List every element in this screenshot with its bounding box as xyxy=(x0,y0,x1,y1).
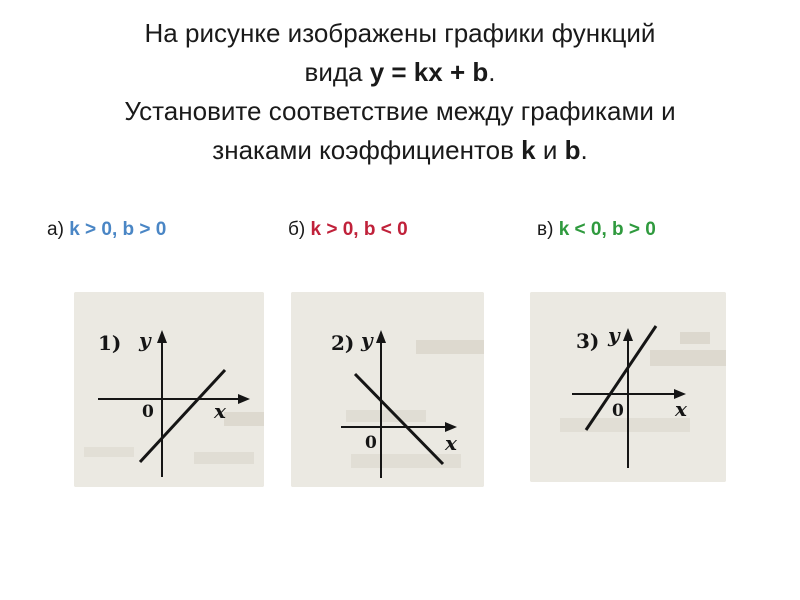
graph-3-svg xyxy=(530,292,726,482)
graph-3-number: 3) xyxy=(576,329,600,353)
task-title xyxy=(40,14,760,170)
title-line-2-prefix: вида xyxy=(304,57,370,87)
title-line-2 xyxy=(40,53,760,92)
title-line-4 xyxy=(40,131,760,170)
graph-2-y-label: y xyxy=(361,328,373,352)
option-c-condition: k < 0, b > 0 xyxy=(558,219,656,240)
graph-1 xyxy=(74,292,264,487)
title-line-4-prefix: знаками коэффициентов xyxy=(212,135,522,165)
coef-b: b xyxy=(564,135,581,165)
title-line-2-suffix: . xyxy=(488,57,496,87)
graph-3-y-label: y xyxy=(608,323,620,347)
option-c xyxy=(537,219,656,241)
option-b-condition: k > 0, b < 0 xyxy=(310,219,408,240)
graph-1-y-label: y xyxy=(139,328,151,352)
graph-3 xyxy=(530,292,726,482)
graph-2-background-noise xyxy=(291,292,484,487)
option-b-letter: б) xyxy=(288,219,311,240)
graph-1-origin-label: 0 xyxy=(142,402,154,422)
graph-2-x-label: x xyxy=(445,431,457,455)
option-b xyxy=(288,219,408,241)
graph-1-background-noise xyxy=(74,292,264,487)
option-a xyxy=(47,219,166,241)
title-and: и xyxy=(535,135,565,165)
graph-3-origin-label: 0 xyxy=(612,401,624,421)
coef-k: k xyxy=(521,135,536,165)
graph-2-svg xyxy=(291,292,484,487)
graph-2-origin-label: 0 xyxy=(365,433,377,453)
graph-1-number: 1) xyxy=(98,331,122,355)
graph-2 xyxy=(291,292,484,487)
graph-2-number: 2) xyxy=(331,331,355,355)
option-a-condition: k > 0, b > 0 xyxy=(69,219,167,240)
graph-3-x-label: x xyxy=(675,397,687,421)
graph-1-x-label: x xyxy=(214,399,226,423)
function-formula: y = kx + b xyxy=(369,57,489,87)
option-a-letter: а) xyxy=(47,219,70,240)
answer-options xyxy=(0,219,800,249)
title-line-4-suffix: . xyxy=(580,135,588,165)
title-line-1: На рисунке изображены графики функций xyxy=(144,18,656,48)
title-line-3: Установите соответствие между графиками и xyxy=(124,96,676,126)
graph-1-svg xyxy=(74,292,264,487)
option-c-letter: в) xyxy=(537,219,559,240)
